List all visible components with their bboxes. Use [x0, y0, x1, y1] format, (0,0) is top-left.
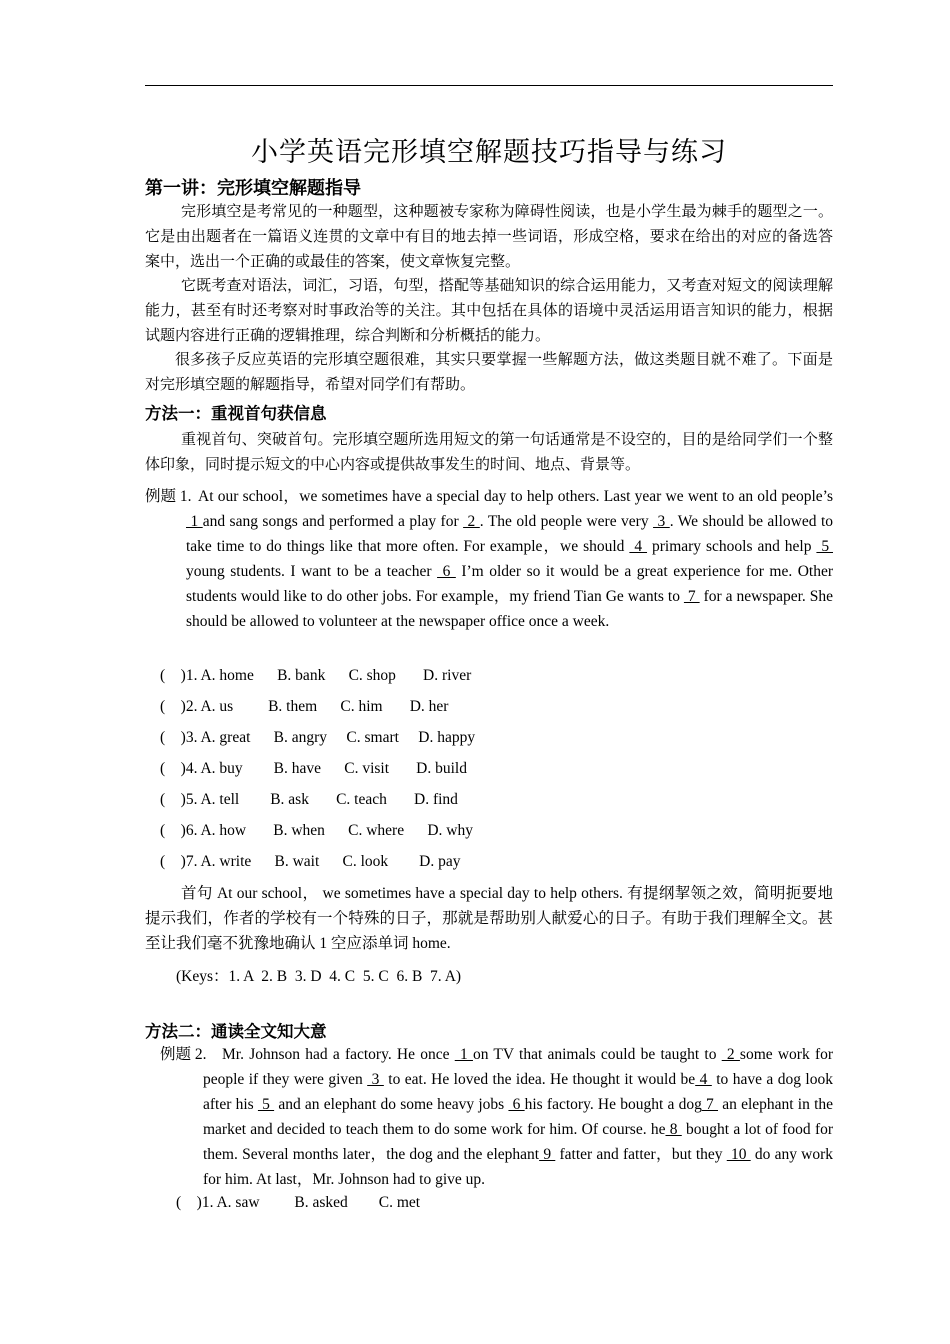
blank-2: 2 [463, 513, 480, 530]
blank-5: 5 [257, 1096, 275, 1113]
example1-option-2: ( )2. A. us B. them C. him D. her [160, 698, 449, 715]
example1-option-4: ( )4. A. buy B. have C. visit D. build [160, 760, 467, 777]
example1-option-3: ( )3. A. great B. angry C. smart D. happy [160, 729, 476, 746]
blank-3: 3 [653, 513, 670, 530]
example1-label: 例题 1. [145, 488, 192, 505]
header-rule [145, 85, 833, 86]
method1-heading: 方法一：重视首句获信息 [145, 404, 327, 423]
blank-10: 10 [726, 1146, 751, 1163]
blank-6: 6 [437, 563, 456, 580]
blank-7: 7 [683, 588, 700, 605]
lecture1-paragraph-2: 它既考查对语法，词汇，习语，句型，搭配等基础知识的综合运用能力，又考查对短文的阅读理解能力，甚至有时还考察对时事政治等的关注。其中包括在具体的语境中灵活运用语言知识的能力，根据试题内容进行正确的逻辑推理，综合判断和分析概括的能力。 [145, 278, 833, 344]
lecture1-heading: 第一讲：完形填空解题指导 [145, 178, 361, 199]
example2 [160, 1042, 833, 1192]
blank-1: 1 [454, 1046, 473, 1063]
example2-label: 例题 2. [160, 1046, 207, 1063]
method1-keys: (Keys：1. A 2. B 3. D 4. C 5. C 6. B 7. A) [176, 968, 462, 985]
example1 [145, 484, 833, 634]
lecture1-paragraph-3: 很多孩子反应英语的完形填空题很难，其实只要掌握一些解题方法，做这类题目就不难了。下面是对完形填空题的解题指导，希望对同学们有帮助。 [145, 352, 833, 393]
blank-2: 2 [721, 1046, 740, 1063]
example1-option-1: ( )1. A. home B. bank C. shop D. river [160, 667, 472, 684]
blank-6: 6 [508, 1096, 525, 1113]
blank-8: 8 [665, 1121, 682, 1138]
page-title: 小学英语完形填空解题技巧指导与练习 [251, 137, 727, 167]
blank-3: 3 [367, 1071, 384, 1088]
example1-option-6: ( )6. A. how B. when C. where D. why [160, 822, 473, 839]
example1-option-7: ( )7. A. write B. wait C. look D. pay [160, 853, 461, 870]
blank-4: 4 [695, 1071, 712, 1088]
example2-passage: Mr. Johnson had a factory. He once 1 on TV that animals could be taught to 2 some work for people if they were given 3 to eat. He loved the idea. He thought it would be 4 to have a dog look after his 5 and an elephant do some heavy jobs 6 his factory. He bought a dog 7 an elephant in the market and decided to teach them to do some work for him. Of course. he 8 bought a lot of food for them. Several months later，the dog and the elephant 9 fatter and fatter，but they 10 do any work for him. At last，Mr. Johnson had to give up. [203, 1046, 834, 1188]
method1-intro: 重视首句、突破首句。完形填空题所选用短文的第一句话通常是不设空的，目的是给同学们一个整体印象，同时提示短文的中心内容或提供故事发生的时间、地点、背景等。 [145, 432, 833, 473]
blank-4: 4 [629, 538, 648, 555]
lecture1-paragraph-1: 完形填空是考常见的一种题型，这种题被专家称为障碍性阅读，也是小学生最为棘手的题型之一。它是由出题者在一篇语义连贯的文章中有目的地去掉一些词语，形成空格，要求在给出的对应的备选答案中，选出一个正确的或最佳的答案，使文章恢复完整。 [145, 204, 833, 270]
method1-analysis: 首句 At our school， we sometimes have a special day to help others. 有提纲挈领之效，简明扼要地提示我们，作者的学校有一个特殊的日子，那就是帮助别人献爱心的日子。有助于我们理解全文。甚至让我们毫不犹豫地确认 1 空应添单词 home. [145, 885, 833, 952]
example1-option-5: ( )5. A. tell B. ask C. teach D. find [160, 791, 458, 808]
blank-5: 5 [816, 538, 833, 555]
example1-passage: At our school，we sometimes have a special day to help others. Last year we went to an old people’s 1 and sang songs and performed a play for 2 . The old people were very 3 . We should be allowed to take time to do things like that more often. For example，we should 4 primary schools and help 5 young students. I want to be a teacher 6 I’m older so it would be a great experience for me. Other students would like to do other jobs. For example，my friend Tian Ge wants to 7 for a newspaper. She should be allowed to volunteer at the newspaper office once a week. [186, 488, 834, 630]
blank-7: 7 [701, 1096, 719, 1113]
blank-9: 9 [539, 1146, 556, 1163]
method2-heading: 方法二：通读全文知大意 [145, 1022, 327, 1041]
example2-option-1: ( )1. A. saw B. asked C. met [176, 1194, 421, 1211]
blank-1: 1 [186, 513, 203, 530]
